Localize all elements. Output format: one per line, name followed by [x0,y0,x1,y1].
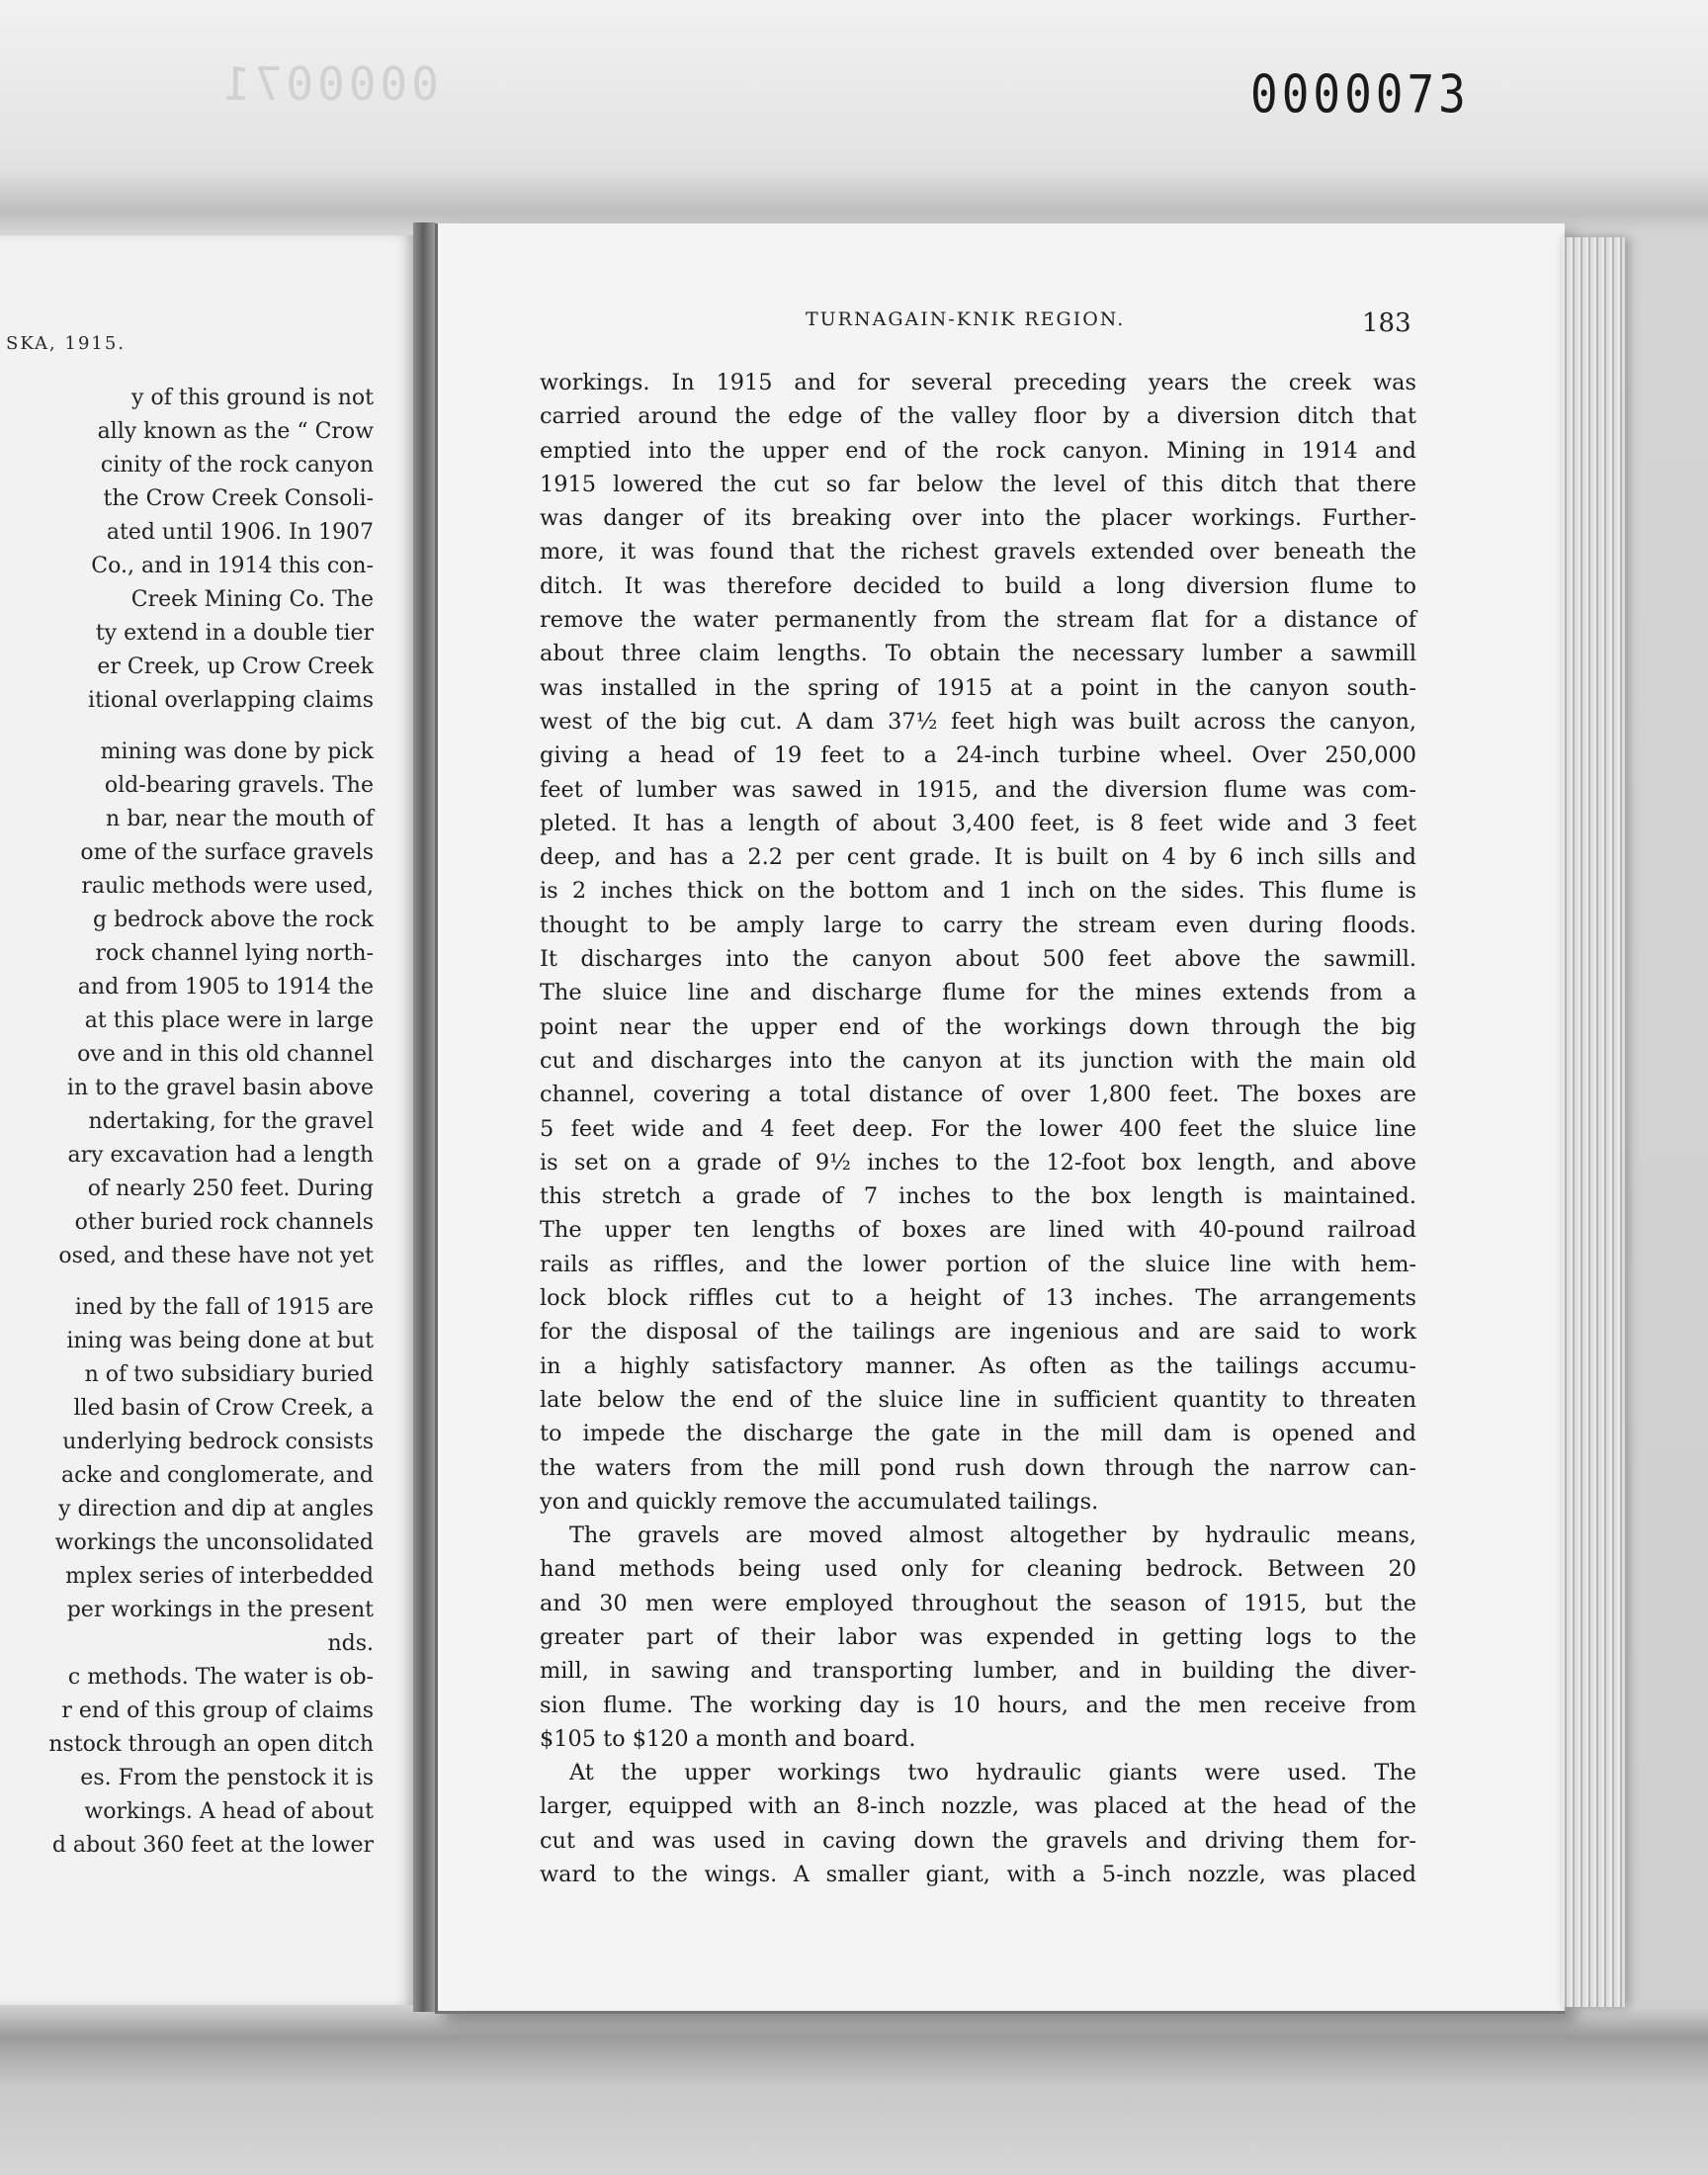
body-text-line: remove the water permanently from the stream flat for a distance of [540,607,1416,634]
body-text-line: was danger of its breaking over into the placer workings. Further- [540,505,1416,532]
body-text-line: The sluice line and discharge flume for the mines extends from a [540,980,1416,1006]
body-text-line: about three claim lengths. To obtain the necessary lumber a sawmill [540,641,1416,667]
left-text-line: cinity of the rock canyon [100,453,374,478]
left-text-line: acke and conglomerate, and [61,1463,374,1488]
body-text-line: rails as riffles, and the lower portion of the sluice line with hem- [540,1251,1416,1277]
body-text-line: $105 to $120 a month and board. [540,1725,916,1752]
left-text-line: ty extend in a double tier [95,621,374,646]
left-text-line: g bedrock above the rock [93,908,374,932]
body-text-line: and 30 men were employed throughout the season of 1915, but the [540,1590,1416,1616]
left-text-line: ally known as the “ Crow [97,419,374,444]
body-text-line: pleted. It has a length of about 3,400 feet, is 8 feet wide and 3 feet [540,810,1416,836]
body-text-line: yon and quickly remove the accumulated tailings. [540,1488,1099,1515]
paragraph-gap [0,1273,374,1291]
body-text-line: It discharges into the canyon about 500 feet above the sawmill. [540,946,1416,973]
body-text-line: the waters from the mill pond rush down through the narrow can- [540,1454,1416,1481]
left-text-line: and from 1905 to 1914 the [77,975,374,1000]
left-text-line: nds. [327,1631,374,1656]
body-text-line: feet of lumber was sawed in 1915, and the diversion flume was com- [540,776,1416,803]
left-text-line: mplex series of interbedded [65,1564,374,1589]
left-text-line: ated until 1906. In 1907 [106,520,374,545]
left-text-line: lled basin of Crow Creek, a [73,1396,374,1421]
left-page [0,235,413,2005]
body-text-line: is set on a grade of 9½ inches to the 12-foot box length, and above [540,1149,1416,1175]
left-text-line: n of two subsidiary buried [84,1362,374,1387]
body-text-line: ward to the wings. A smaller giant, with a 5-inch nozzle, was placed [540,1862,1416,1888]
body-text-line: At the upper workings two hydraulic giants were used. The [569,1760,1416,1786]
left-text-line: Co., and in 1914 this con- [91,554,374,578]
left-text-line: Creek Mining Co. The [130,587,374,612]
left-text-line: c methods. The water is ob- [67,1665,374,1690]
left-text-line: the Crow Creek Consoli- [103,486,374,511]
body-text-line: late below the end of the sluice line in sufficient quantity to threaten [540,1386,1416,1413]
body-text-line: cut and was used in caving down the gravels and driving them for- [540,1827,1416,1854]
body-text-line: emptied into the upper end of the rock canyon. Mining in 1914 and [540,437,1416,464]
body-text-line: greater part of their labor was expended in getting logs to the [540,1623,1416,1650]
body-text-line: 5 feet wide and 4 feet deep. For the lower 400 feet the sluice line [540,1115,1416,1142]
left-text-line: rock channel lying north- [95,941,374,966]
body-text-line: was installed in the spring of 1915 at a point in the canyon south- [540,674,1416,701]
body-text-line: thought to be amply large to carry the stream even during floods. [540,912,1416,938]
body-text-line: channel, covering a total distance of over 1,800 feet. The boxes are [540,1082,1416,1108]
left-text-line: per workings in the present [66,1598,374,1622]
body-text-line: is 2 inches thick on the bottom and 1 inch on the sides. This flume is [540,878,1416,905]
body-text-line: cut and discharges into the canyon at its junction with the main old [540,1047,1416,1074]
body-text-line: for the disposal of the tailings are ingenious and are said to work [540,1319,1416,1346]
page-edges [1562,237,1625,2007]
left-text-line: ining was being done at but [66,1329,374,1353]
body-text-line: more, it was found that the richest gravels extended over beneath the [540,539,1416,566]
body-text-line: carried around the edge of the valley floor by a diversion ditch that [540,403,1416,430]
left-text-line: d about 360 feet at the lower [51,1833,374,1858]
left-text-line: in to the gravel basin above [66,1076,374,1100]
left-text-line: itional overlapping claims [88,688,374,713]
right-page [435,223,1565,2014]
document-number: 0000073 [1250,62,1470,126]
body-text-line: deep, and has a 2.2 per cent grade. It is built on 4 by 6 inch sills and [540,844,1416,871]
left-page-text [0,382,374,1863]
left-page-header: SKA, 1915. [6,333,127,354]
left-text-line: ove and in this old channel [77,1042,374,1067]
body-text-line: The gravels are moved almost altogether by hydraulic means, [569,1522,1416,1549]
left-text-line: at this place were in large [84,1008,374,1033]
body-text-line: lock block riffles cut to a height of 13 inches. The arrangements [540,1285,1416,1312]
running-head: TURNAGAIN-KNIK REGION. [806,308,1126,330]
left-text-line: y of this ground is not [131,386,374,410]
left-text-line: of nearly 250 feet. During [87,1176,374,1201]
body-text-line: hand methods being used only for cleaning bedrock. Between 20 [540,1556,1416,1583]
body-text-line: The upper ten lengths of boxes are lined with 40-pound railroad [540,1217,1416,1244]
body-text-line: this stretch a grade of 7 inches to the box length is maintained. [540,1183,1416,1210]
body-text-line: 1915 lowered the cut so far below the level of this ditch that there [540,471,1416,497]
left-text-line: y direction and dip at angles [58,1497,374,1522]
left-text-line: old-bearing gravels. The [104,773,374,798]
body-text-line: workings. In 1915 and for several preceding years the creek was [540,370,1416,395]
left-text-line: ary excavation had a length [67,1143,374,1168]
left-text-line: workings. A head of about [84,1799,374,1824]
left-text-line: n bar, near the mouth of [106,807,374,831]
left-text-line: osed, and these have not yet [58,1244,374,1268]
left-text-line: other buried rock channels [74,1210,374,1235]
left-text-line: es. From the penstock it is [80,1766,374,1790]
body-text-line: mill, in sawing and transporting lumber, and in building the diver- [540,1658,1416,1685]
left-text-line: mining was done by pick [100,740,374,764]
body-text-line: larger, equipped with an 8-inch nozzle, was placed at the head of the [540,1793,1416,1820]
body-text-line: west of the big cut. A dam 37½ feet high was built across the canyon, [540,708,1416,735]
left-text-line: underlying bedrock consists [62,1430,374,1454]
paragraph-gap [0,718,374,736]
body-text-line: point near the upper end of the workings down through the big [540,1013,1416,1040]
left-text-line: workings the unconsolidated [54,1530,374,1555]
left-text-line: r end of this group of claims [61,1698,374,1723]
body-text-line: sion flume. The working day is 10 hours, and the men receive from [540,1692,1416,1718]
left-text-line: nstock through an open ditch [48,1732,374,1757]
left-text-line: ndertaking, for the gravel [88,1109,374,1134]
left-text-line: er Creek, up Crow Creek [97,654,374,679]
body-text-line: to impede the discharge the gate in the mill dam is opened and [540,1421,1416,1447]
left-text-line: ome of the surface gravels [80,840,374,865]
left-text-line: raulic methods were used, [81,874,374,899]
page-number: 183 [1362,308,1411,338]
body-text-line: in a highly satisfactory manner. As often as the tailings accumu- [540,1352,1416,1379]
book-gutter [413,222,435,2012]
body-text-line: giving a head of 19 feet to a 24-inch turbine wheel. Over 250,000 [540,742,1416,769]
body-text [540,366,1416,1891]
left-text-line: ined by the fall of 1915 are [74,1295,374,1320]
ghost-document-number: 0000071 [219,57,439,111]
body-text-line: ditch. It was therefore decided to build a long diversion flume to [540,572,1416,599]
